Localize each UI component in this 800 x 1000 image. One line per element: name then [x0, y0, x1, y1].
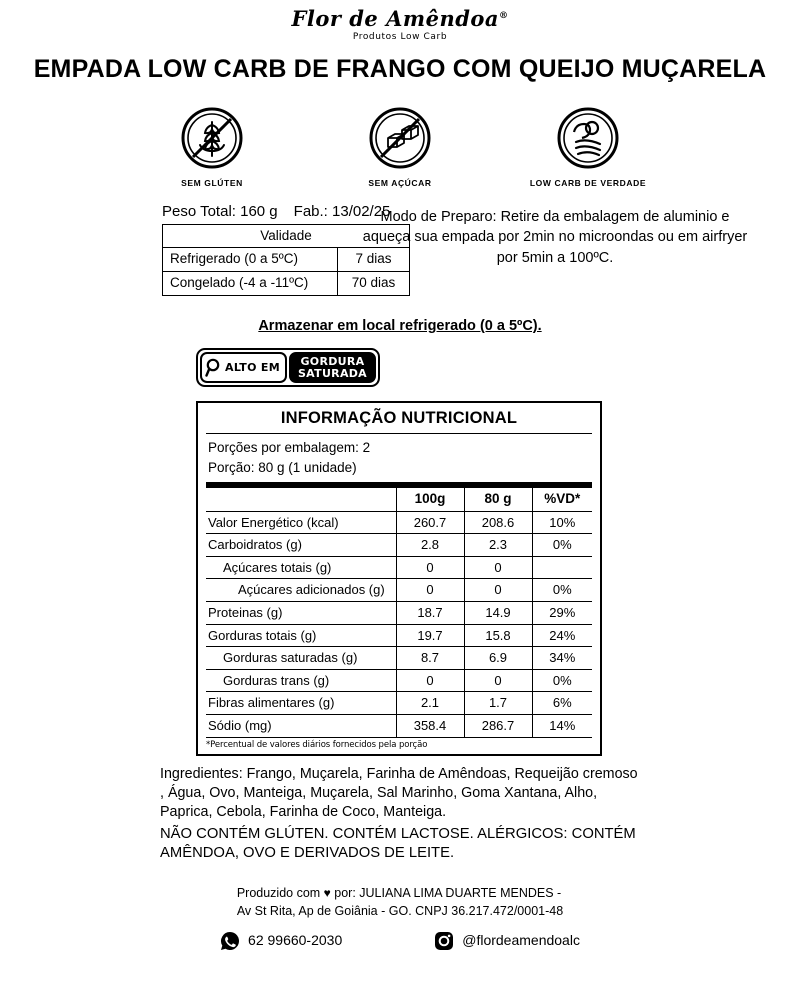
nutrient-value-100g: 358.4: [396, 714, 464, 736]
wheat-crossed-icon: [146, 101, 278, 175]
allergen-text: NÃO CONTÉM GLÚTEN. CONTÉM LACTOSE. ALÉRGICOS: CONTÉM AMÊNDOA, OVO E DERIVADOS DE LEITE.: [160, 825, 636, 862]
footer-block: [0, 884, 800, 951]
registered-mark: ®: [499, 11, 509, 21]
nutrient-value-vd: 24%: [532, 624, 592, 647]
product-title: EMPADA LOW CARB DE FRANGO COM QUEIJO MUÇARELA: [33, 55, 767, 83]
nutrient-value-vd: 0%: [532, 534, 592, 557]
validity-condition: Refrigerado (0 a 5ºC): [163, 248, 338, 272]
table-row: [206, 669, 592, 692]
warning-seal-row: [0, 348, 800, 387]
table-row: [206, 556, 592, 579]
seal-alto-em: [200, 352, 287, 383]
sugar-cubes-crossed-icon: [334, 101, 466, 175]
table-row: [206, 692, 592, 715]
badge-label: SEM GLÚTEN: [181, 177, 243, 188]
magnifier-icon: [205, 358, 223, 378]
producer-name: por: JULIANA LIMA DUARTE MENDES -: [330, 885, 562, 900]
nutrient-name: Proteinas (g): [206, 601, 396, 624]
nutrient-value-80g: 1.7: [464, 692, 532, 715]
heart-icon: ♥: [323, 885, 331, 900]
table-row: [206, 647, 592, 670]
ingredients-block: [0, 765, 800, 864]
table-row: [206, 511, 592, 534]
nutrient-value-vd: 29%: [532, 601, 592, 624]
nutrient-name: Fibras alimentares (g): [206, 692, 396, 715]
total-weight: Peso Total: 160 g: [162, 202, 278, 220]
nutrient-value-80g: 0: [464, 556, 532, 579]
nutrient-name: Valor Energético (kcal): [206, 511, 396, 534]
table-row: [206, 601, 592, 624]
producer-prefix: Produzido com: [236, 885, 324, 900]
nutrient-value-80g: 208.6: [464, 511, 532, 534]
nutrient-value-80g: 0: [464, 669, 532, 692]
badge-low-carb: [522, 101, 654, 189]
storage-note: Armazenar em local refrigerado (0 a 5ºC).: [258, 318, 542, 335]
nutrient-value-80g: 286.7: [464, 714, 532, 736]
producer-line-2: Av St Rita, Ap de Goiânia - GO. CNPJ 36.217.472/0001-48: [236, 904, 564, 919]
producer-line-1: [237, 884, 563, 902]
instagram-icon: [434, 931, 454, 951]
nutrient-value-80g: 2.3: [464, 534, 532, 557]
whatsapp-contact[interactable]: [220, 930, 342, 950]
nutrient-name: Carboidratos (g): [206, 534, 396, 557]
nutrient-value-100g: 0: [396, 669, 464, 692]
badge-row: [0, 101, 800, 189]
validity-days: 7 dias: [338, 248, 410, 272]
seal-nutrient: [289, 352, 376, 383]
nutrient-value-vd: 10%: [532, 511, 592, 534]
instagram-contact[interactable]: [434, 930, 580, 950]
nutrient-value-80g: 6.9: [464, 647, 532, 670]
validity-condition: Congelado (-4 a -11ºC): [163, 272, 338, 296]
badge-sem-acucar: [334, 101, 466, 189]
nutrient-value-vd: [532, 556, 592, 579]
contact-row: [0, 930, 800, 950]
col-header-100g: 100g: [396, 488, 464, 511]
seal-nutrient-line1: GORDURA: [300, 355, 365, 369]
nutrient-value-100g: 2.8: [396, 534, 464, 557]
nutrient-value-100g: 8.7: [396, 647, 464, 670]
nutrient-col-header: [206, 488, 396, 511]
brand-name-wrap: [291, 8, 508, 30]
nutrient-value-80g: 14.9: [464, 601, 532, 624]
brand-logo: [0, 0, 800, 42]
nutrient-value-100g: 19.7: [396, 624, 464, 647]
table-row: [206, 714, 592, 736]
nutrient-name: Gorduras trans (g): [206, 669, 396, 692]
nutrient-value-80g: 15.8: [464, 624, 532, 647]
nutrient-value-100g: 0: [396, 556, 464, 579]
ingredients-text: Ingredientes: Frango, Muçarela, Farinha de Amêndoas, Requeijão cremoso , Água, Ovo, Manteiga, Muçarela, Sal Marinho, Goma Xantana, Alho, Paprica, Cebola, Farinha de Coco, Manteiga.: [160, 765, 638, 821]
nutrient-value-vd: 0%: [532, 579, 592, 602]
col-header-80g: 80 g: [464, 488, 532, 511]
info-strip: [0, 203, 800, 297]
nutrient-value-vd: 14%: [532, 714, 592, 736]
nutrition-footnote: *Percentual de valores diários fornecidos pela porção: [206, 737, 592, 750]
low-carb-plate-icon: [522, 101, 654, 175]
nutrient-name: Açúcares adicionados (g): [206, 579, 396, 602]
weight-line: [162, 202, 391, 220]
nutrition-table: [206, 488, 592, 736]
nutrient-value-100g: 18.7: [396, 601, 464, 624]
table-row: [206, 624, 592, 647]
instagram-handle: @flordeamendoalc: [462, 932, 580, 949]
nutrition-panel-wrap: [0, 401, 800, 755]
high-in-warning-seal: [196, 348, 380, 387]
nutrition-title: INFORMAÇÃO NUTRICIONAL: [206, 409, 592, 434]
nutrient-name: Gorduras saturadas (g): [206, 647, 396, 670]
validity-block: [22, 202, 396, 297]
badge-sem-gluten: [146, 101, 278, 189]
table-row: [206, 534, 592, 557]
seal-nutrient-line2: SATURADA: [297, 366, 367, 380]
preparation-instructions: Modo de Preparo: Retire da embalagem de aluminio e aqueça sua empada por 2min no microondas ou em airfryer por 5min a 100ºC.: [362, 208, 748, 266]
whatsapp-icon: [220, 931, 240, 951]
nutrient-value-vd: 34%: [532, 647, 592, 670]
servings-per-package: Porções por embalagem: 2: [208, 440, 371, 456]
col-header-vd: %VD*: [532, 488, 592, 511]
serving-size: Porção: 80 g (1 unidade): [208, 459, 357, 475]
badge-label: SEM AÇÚCAR: [368, 177, 432, 188]
table-header-row: [206, 488, 592, 511]
table-row: [206, 579, 592, 602]
nutrient-value-vd: 6%: [532, 692, 592, 715]
validity-days: 70 dias: [338, 272, 410, 296]
nutrient-value-100g: 260.7: [396, 511, 464, 534]
brand-tagline: Produtos Low Carb: [352, 32, 448, 42]
nutrient-value-80g: 0: [464, 579, 532, 602]
nutrient-name: Açúcares totais (g): [206, 556, 396, 579]
nutrient-name: Gorduras totais (g): [206, 624, 396, 647]
validity-header: Validade: [163, 224, 410, 248]
manufacture-date: Fab.: 13/02/25: [293, 202, 391, 220]
nutrient-value-100g: 0: [396, 579, 464, 602]
serving-info: [206, 434, 592, 482]
nutrient-value-vd: 0%: [532, 669, 592, 692]
phone-number: 62 99660-2030: [248, 932, 343, 949]
brand-name: Flor de Amêndoa: [291, 6, 500, 31]
nutrition-panel: [196, 401, 602, 755]
nutrient-value-100g: 2.1: [396, 692, 464, 715]
producer-info: [237, 884, 563, 921]
nutrient-name: Sódio (mg): [208, 717, 272, 733]
badge-label: LOW CARB DE VERDADE: [529, 177, 647, 188]
seal-prefix-label: ALTO EM: [225, 360, 280, 374]
